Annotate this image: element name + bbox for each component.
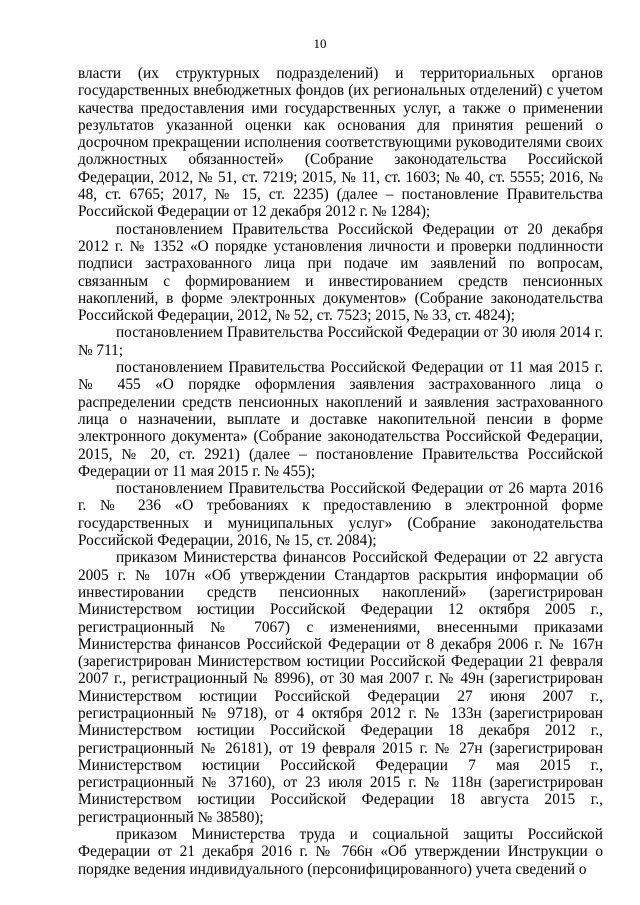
- paragraph: постановлением Правительства Российской Федерации от 30 июля 2014 г. № 711;: [78, 324, 603, 359]
- paragraph: постановлением Правительства Российской Федерации от 20 декабря 2012 г. № 1352 «О порядке установления личности и проверки подлинности подписи застрахованного лица при подаче им заявлений по вопросам, связанным с формированием и инвестированием средств пенсионных накоплений, в форме электронных документов» (Собрание законодательства Российской Федерации, 2012, № 52, ст. 7523; 2015, № 33, ст. 4824);: [78, 220, 603, 325]
- paragraph-continuation: власти (их структурных подразделений) и территориальных органов государственных внебюджетных фондов (их региональных отделений) с учетом качества предоставления ими государственных услуг, а также о применении результатов указанной оценки как основания для принятия решений о досрочном прекращении исполнения соответствующими руководителями своих должностных обязанностей» (Собрание законодательства Российской Федерации, 2012, № 51, ст. 7219; 2015, № 11, ст. 1603; № 40, ст. 5555; 2016, № 48, ст. 6765; 2017, № 15, ст. 2235) (далее – постановление Правительства Российской Федерации от 12 декабря 2012 г. № 1284);: [78, 65, 603, 221]
- paragraph: приказом Министерства финансов Российской Федерации от 22 августа 2005 г. № 107н «Об утверждении Стандартов раскрытия информации об инвестировании средств пенсионных накоплений» (зарегистрирован Министерством юстиции Российской Федерации 12 октября 2005 г., регистрационный № 7067) с изменениями, внесенными приказами Министерства финансов Российской Федерации от 8 декабря 2006 г. № 167н (зарегистрирован Министерством юстиции Российской Федерации 21 февраля 2007 г., регистрационный № 8996), от 30 мая 2007 г. № 49н (зарегистрирован Министерством юстиции Российской Федерации 27 июня 2007 г., регистрационный № 9718), от 4 октября 2012 г. № 133н (зарегистрирован Министерством юстиции Российской Федерации 18 декабря 2012 г., регистрационный № 26181), от 19 февраля 2015 г. № 27н (зарегистрирован Министерством юстиции Российской Федерации 7 мая 2015 г., регистрационный № 37160), от 23 июля 2015 г. № 118н (зарегистрирован Министерством юстиции Российской Федерации 18 августа 2015 г., регистрационный № 38580);: [78, 549, 603, 826]
- paragraph: постановлением Правительства Российской Федерации от 26 марта 2016 г. № 236 «О требованиях к предоставлению в электронной форме государственных и муниципальных услуг» (Собрание законодательства Российской Федерации, 2016, № 15, ст. 2084);: [78, 480, 603, 550]
- paragraph: приказом Министерства труда и социальной защиты Российской Федерации от 21 декабря 2016 г. № 766н «Об утверждении Инструкции о порядке ведения индивидуального (персонифицированного) учета сведений о: [78, 826, 603, 878]
- document-body: [78, 65, 603, 878]
- page-number: 10: [313, 36, 327, 51]
- paragraph: постановлением Правительства Российской Федерации от 11 мая 2015 г. № 455 «О порядке оформления заявления застрахованного лица о распределении средств пенсионных накоплений и заявления застрахованного лица о назначении, выплате и доставке накопительной пенсии в форме электронного документа» (Собрание законодательства Российской Федерации, 2015, № 20, ст. 2921) (далее – постановление Правительства Российской Федерации от 11 мая 2015 г. № 455);: [78, 359, 603, 480]
